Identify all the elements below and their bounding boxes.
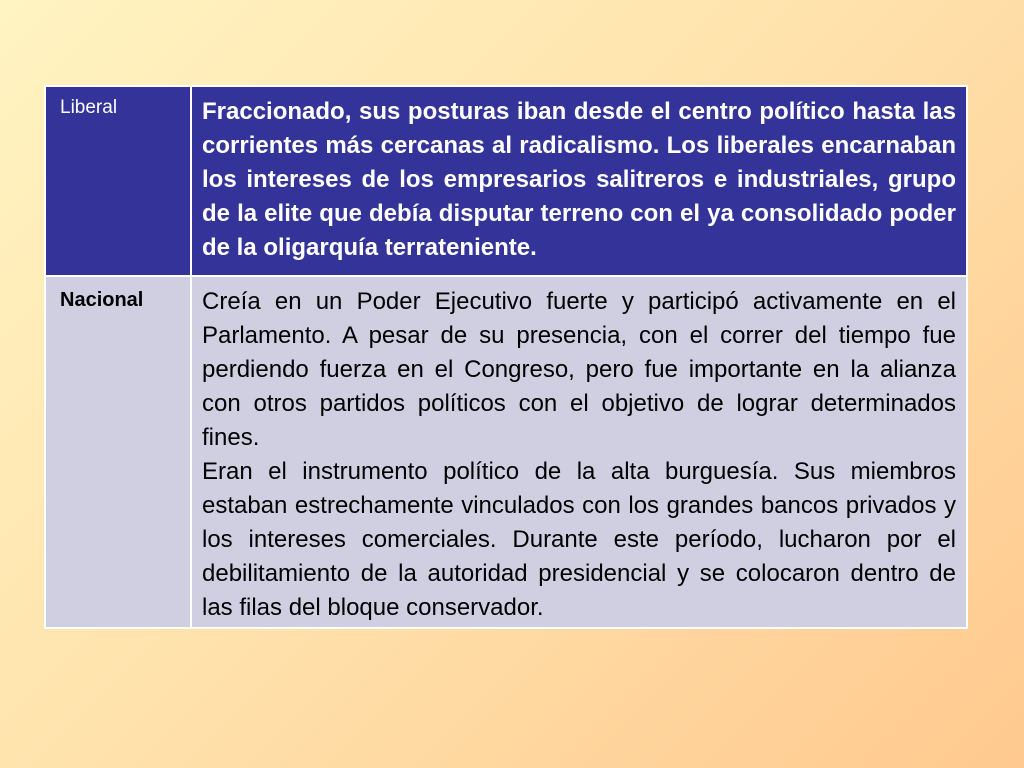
party-description-liberal: [191, 86, 967, 276]
party-description-nacional: [191, 276, 967, 628]
description-paragraph: Fraccionado, sus posturas iban desde el centro político hasta las corrientes más cercanas al radicalismo. Los liberales encarnaban los intereses de los empresarios salitreros e industriales, grupo de la elite que debía disputar terreno con el ya consolidado poder de la oligarquía terrateniente.: [202, 98, 956, 261]
party-name-nacional: Nacional: [45, 276, 191, 628]
parties-table: [44, 85, 968, 629]
party-name-liberal: Liberal: [45, 86, 191, 276]
description-paragraph: Eran el instrumento político de la alta burguesía. Sus miembros estaban estrechamente vinculados con los grandes bancos privados y los intereses comerciales. Durante este período, lucharon por el debilitamiento de la autoridad presidencial y se colocaron dentro de las filas del bloque conservador.: [202, 458, 956, 621]
description-paragraph: Creía en un Poder Ejecutivo fuerte y participó activamente en el Parlamento. A pesar de su presencia, con el correr del tiempo fue perdiendo fuerza en el Congreso, pero fue importante en la alianza con otros partidos políticos con el objetivo de lograr determinados fines.: [202, 288, 956, 451]
table-row-nacional: [45, 276, 967, 628]
table-row-liberal: [45, 86, 967, 276]
